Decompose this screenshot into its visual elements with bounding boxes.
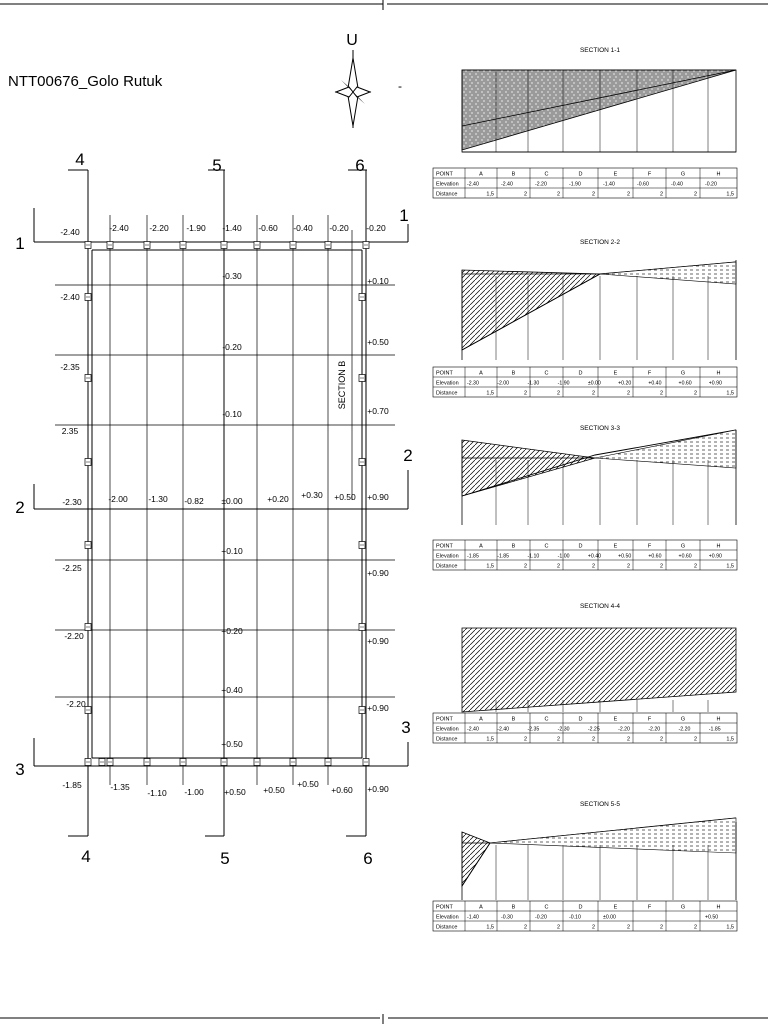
- plan-elevation-labels: [60, 223, 389, 798]
- elevation-label: +0.20: [221, 626, 243, 636]
- table-distance: 2: [523, 390, 527, 397]
- table-elevation: -2.20: [618, 726, 630, 733]
- table-row-header: Distance: [436, 191, 458, 198]
- elevation-label: -0.20: [366, 223, 386, 233]
- elevation-label: -1.40: [222, 223, 242, 233]
- table-elevation: -1.40: [603, 181, 615, 188]
- section-title: SECTION 5-5: [579, 801, 621, 808]
- table-point: C: [544, 370, 549, 377]
- table-row-header: Distance: [436, 924, 458, 931]
- cross-section: [433, 239, 737, 397]
- table-point: E: [613, 370, 618, 377]
- elevation-label: +0.10: [367, 276, 389, 286]
- cut-area: [462, 270, 600, 350]
- table-distance: 2: [626, 924, 630, 931]
- table-elevation: -1.40: [467, 914, 479, 921]
- fill-area: [490, 818, 736, 853]
- section-title: SECTION 2-2: [579, 239, 621, 246]
- cross-sections: [433, 47, 737, 931]
- table-distance: 2: [523, 924, 527, 931]
- table-elevation: -1.85: [467, 553, 479, 560]
- table-elevation: -1.85: [708, 726, 721, 733]
- table-elevation: ±0.00: [587, 380, 601, 387]
- elevation-label: +0.30: [301, 490, 323, 500]
- elevation-label: +0.50: [334, 492, 356, 502]
- elevation-label: -2.40: [109, 223, 129, 233]
- table-elevation: -1.30: [527, 380, 540, 387]
- table-point: C: [544, 171, 549, 178]
- table-elevation: -2.30: [557, 726, 570, 733]
- table-distance: 2: [523, 191, 527, 198]
- table-elevation: +0.60: [678, 553, 692, 560]
- table-point: A: [479, 543, 483, 550]
- table-distance: 2: [591, 924, 595, 931]
- table-distance: 1,5: [726, 390, 734, 397]
- fill-area: [595, 430, 736, 468]
- table-point: H: [716, 370, 721, 377]
- elevation-label: -2.35: [60, 362, 80, 372]
- elevation-label: -1.35: [110, 782, 130, 792]
- table-row-header: Elevation: [436, 726, 459, 733]
- table-point: E: [613, 171, 618, 178]
- table-row-header: Distance: [436, 563, 458, 570]
- elevation-label: +0.90: [367, 492, 389, 502]
- elevation-label: -2.00: [108, 494, 128, 504]
- cut-area: [462, 628, 736, 712]
- table-point: G: [680, 171, 686, 178]
- table-point: G: [680, 543, 686, 550]
- table-elevation: -1.85: [497, 553, 510, 560]
- table-distance: 2: [626, 736, 630, 743]
- table-point: B: [511, 171, 516, 178]
- elevation-label: -2.40: [60, 227, 80, 237]
- table-row-header: Elevation: [436, 553, 459, 560]
- fill-area: [600, 262, 736, 284]
- table-point: D: [578, 171, 583, 178]
- table-point: G: [680, 370, 686, 377]
- elevation-label: -0.40: [293, 223, 313, 233]
- cross-section: [433, 801, 737, 931]
- elevation-label: -0.82: [184, 496, 204, 506]
- section-b-label: SECTION B: [337, 360, 347, 410]
- table-elevation: -0.20: [535, 914, 547, 921]
- section-title: SECTION 1-1: [579, 47, 621, 54]
- elevation-label: +0.40: [221, 685, 243, 695]
- table-point: F: [647, 904, 652, 911]
- table-point: E: [613, 543, 618, 550]
- table-distance: 1,5: [486, 736, 494, 743]
- table-distance: 2: [693, 390, 697, 397]
- table-point: A: [479, 370, 483, 377]
- elevation-label: -0.20: [329, 223, 349, 233]
- table-elevation: -1.90: [557, 380, 570, 387]
- table-distance: 2: [556, 390, 560, 397]
- elevation-label: -2.20: [66, 699, 86, 709]
- fill-area: [462, 70, 736, 150]
- table-elevation: +0.90: [708, 380, 722, 387]
- table-point: F: [647, 370, 652, 377]
- table-point: D: [578, 370, 583, 377]
- table-elevation: +0.90: [708, 553, 722, 560]
- table-distance: 2: [659, 736, 663, 743]
- table-row-header: Distance: [436, 736, 458, 743]
- axis-label-right-2: 2: [403, 446, 413, 465]
- table-distance: 2: [523, 563, 527, 570]
- table-elevation: -2.40: [467, 726, 479, 733]
- table-point: F: [647, 716, 652, 723]
- axis-label-bottom-6: 6: [363, 849, 373, 868]
- table-elevation: -0.20: [705, 181, 717, 188]
- table-point: H: [716, 543, 721, 550]
- table-distance: 2: [556, 563, 560, 570]
- table-elevation: +0.40: [587, 553, 602, 560]
- table-elevation: -2.40: [501, 181, 513, 188]
- table-elevation: -2.20: [678, 726, 691, 733]
- table-distance: 1,5: [726, 191, 734, 198]
- elevation-label: +0.70: [367, 406, 389, 416]
- table-point: G: [680, 716, 686, 723]
- drawing-title: NTT00676_Golo Rutuk: [8, 73, 163, 90]
- table-point: H: [716, 171, 721, 178]
- elevation-label: +0.10: [221, 546, 243, 556]
- table-point: C: [544, 904, 549, 911]
- table-distance: 2: [626, 390, 630, 397]
- table-distance: 2: [659, 390, 663, 397]
- table-elevation: -0.30: [501, 914, 513, 921]
- table-elevation: +0.50: [618, 553, 632, 560]
- table-row-header: POINT: [436, 716, 453, 723]
- table-point: H: [716, 904, 721, 911]
- table-distance: 2: [556, 924, 560, 931]
- table-elevation: -1.90: [569, 181, 581, 188]
- elevation-label: +0.60: [331, 785, 353, 795]
- elevation-label: -1.30: [148, 494, 168, 504]
- elevation-label: +0.50: [263, 785, 285, 795]
- table-point: A: [479, 904, 483, 911]
- axis-label-right-1: 1: [399, 206, 409, 225]
- table-distance: 2: [591, 736, 595, 743]
- axis-label-left-1: 1: [15, 234, 25, 253]
- table-point: B: [511, 904, 516, 911]
- elevation-label: -2.40: [60, 292, 80, 302]
- table-elevation: ±0.00: [603, 914, 616, 921]
- table-distance: 2: [626, 191, 630, 198]
- table-distance: 2: [693, 924, 697, 931]
- table-row-header: Elevation: [436, 181, 459, 188]
- elevation-label: +0.90: [367, 568, 389, 578]
- table-distance: 2: [591, 191, 595, 198]
- table-distance: 1,5: [726, 563, 734, 570]
- table-point: B: [511, 543, 516, 550]
- elevation-label: -2.20: [64, 631, 84, 641]
- elevation-label: +0.90: [367, 636, 389, 646]
- table-elevation: -0.40: [671, 181, 683, 188]
- table-distance: 2: [659, 563, 663, 570]
- table-elevation: -1.00: [557, 553, 570, 560]
- table-point: E: [613, 716, 618, 723]
- table-elevation: -1.10: [527, 553, 540, 560]
- table-row-header: POINT: [436, 171, 453, 178]
- table-row-header: POINT: [436, 904, 453, 911]
- table-point: D: [578, 716, 583, 723]
- dash-mark: -: [398, 79, 402, 93]
- table-row-header: Elevation: [436, 914, 459, 921]
- elevation-label: +0.90: [367, 703, 389, 713]
- table-elevation: -0.10: [569, 914, 581, 921]
- axis-label-left-2: 2: [15, 498, 25, 517]
- table-elevation: +0.60: [678, 380, 692, 387]
- table-point: F: [647, 171, 652, 178]
- cross-section: [433, 47, 737, 198]
- table-distance: 2: [693, 563, 697, 570]
- elevation-label: +0.50: [367, 337, 389, 347]
- table-distance: 2: [693, 191, 697, 198]
- table-distance: 1,5: [486, 191, 494, 198]
- table-point: E: [613, 904, 618, 911]
- elevation-label: -0.20: [222, 342, 242, 352]
- table-elevation: +0.20: [618, 380, 632, 387]
- table-distance: 1,5: [486, 924, 494, 931]
- table-distance: 2: [556, 191, 560, 198]
- cut-area: [462, 440, 595, 496]
- table-point: A: [479, 716, 483, 723]
- table-distance: 2: [523, 736, 527, 743]
- elevation-label: -1.85: [62, 780, 82, 790]
- table-elevation: -2.20: [648, 726, 661, 733]
- table-elevation: +0.40: [648, 380, 662, 387]
- table-distance: 2: [591, 563, 595, 570]
- table-elevation: -2.30: [467, 380, 479, 387]
- table-distance: 1,5: [486, 563, 494, 570]
- table-point: B: [511, 716, 516, 723]
- table-point: D: [578, 904, 583, 911]
- elevation-label: -2.20: [149, 223, 169, 233]
- table-row-header: Elevation: [436, 380, 459, 387]
- elevation-label: -1.10: [147, 788, 167, 798]
- north-label: U: [346, 32, 358, 49]
- axis-label-bottom-4: 4: [81, 847, 91, 866]
- cut-area: [462, 832, 490, 886]
- elevation-label: -1.90: [186, 223, 206, 233]
- elevation-label: -2.25: [62, 563, 82, 573]
- cross-section: [433, 603, 737, 743]
- table-point: F: [647, 543, 652, 550]
- table-elevation: -2.40: [497, 726, 510, 733]
- table-distance: 2: [659, 924, 663, 931]
- table-point: C: [544, 543, 549, 550]
- axis-label-top-5: 5: [212, 156, 222, 175]
- table-elevation: -2.20: [535, 181, 547, 188]
- section-title: SECTION 4-4: [579, 603, 621, 610]
- table-distance: 2: [659, 191, 663, 198]
- table-row-header: Distance: [436, 390, 458, 397]
- table-distance: 1,5: [486, 390, 494, 397]
- table-distance: 2: [693, 736, 697, 743]
- elevation-label: +0.50: [221, 739, 243, 749]
- cross-section: [433, 425, 737, 570]
- table-elevation: -2.35: [527, 726, 540, 733]
- north-arrow-icon: [335, 32, 371, 128]
- elevation-label: ±0.00: [221, 496, 243, 506]
- axis-label-left-3: 3: [15, 760, 25, 779]
- table-point: A: [479, 171, 483, 178]
- table-distance: 2: [591, 390, 595, 397]
- table-point: D: [578, 543, 583, 550]
- elevation-label: -1.00: [184, 787, 204, 797]
- table-elevation: +0.60: [648, 553, 662, 560]
- axis-label-top-6: 6: [355, 156, 365, 175]
- table-point: H: [716, 716, 721, 723]
- elevation-label: 2.35: [61, 426, 79, 436]
- elevation-label: +0.90: [367, 784, 389, 794]
- elevation-label: -0.30: [222, 271, 242, 281]
- elevation-label: +0.50: [224, 787, 246, 797]
- table-elevation: -2.00: [497, 380, 510, 387]
- elevation-label: -0.60: [258, 223, 278, 233]
- elevation-label: +0.20: [267, 494, 289, 504]
- table-point: G: [680, 904, 686, 911]
- table-distance: 1,5: [726, 736, 734, 743]
- table-point: C: [544, 716, 549, 723]
- table-elevation: -2.25: [587, 726, 600, 733]
- elevation-label: -2.30: [62, 497, 82, 507]
- table-elevation: -2.40: [467, 181, 479, 188]
- table-row-header: POINT: [436, 543, 453, 550]
- table-elevation: -0.60: [637, 181, 649, 188]
- axis-label-top-4: 4: [75, 150, 85, 169]
- section-title: SECTION 3-3: [579, 425, 621, 432]
- table-point: B: [511, 370, 516, 377]
- table-distance: 1,5: [726, 924, 734, 931]
- elevation-label: -0.10: [222, 409, 242, 419]
- axis-label-bottom-5: 5: [220, 849, 230, 868]
- elevation-label: +0.50: [297, 779, 319, 789]
- table-row-header: POINT: [436, 370, 453, 377]
- table-elevation: +0.50: [705, 914, 719, 921]
- axis-label-right-3: 3: [401, 718, 411, 737]
- table-distance: 2: [626, 563, 630, 570]
- table-distance: 2: [556, 736, 560, 743]
